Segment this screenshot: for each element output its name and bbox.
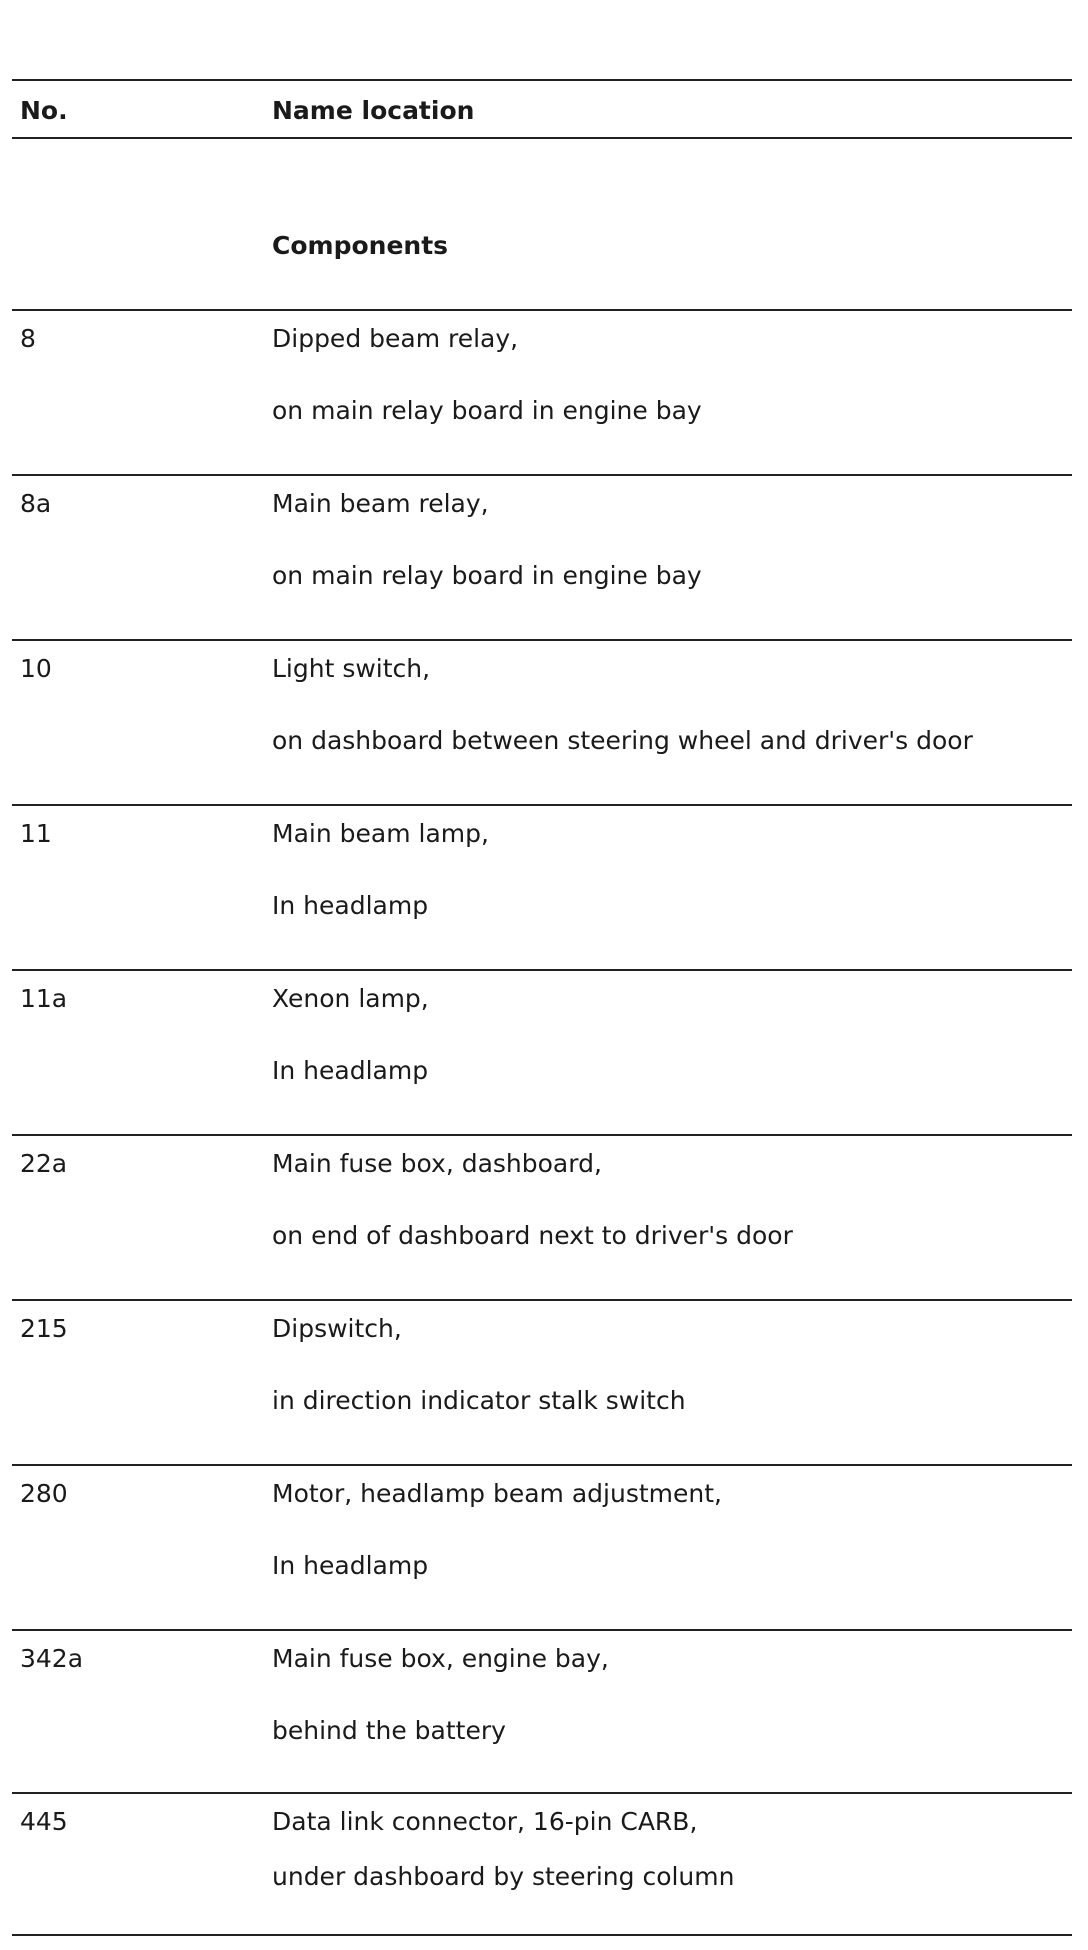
- row-number: 8a: [20, 489, 52, 518]
- row-divider: [12, 969, 1072, 971]
- row-location: behind the battery: [272, 1716, 506, 1745]
- row-location: In headlamp: [272, 1056, 429, 1085]
- row-divider: [12, 474, 1072, 476]
- header-bottom-rule: [12, 137, 1072, 139]
- section-title: Components: [272, 231, 449, 260]
- row-divider: [12, 639, 1072, 641]
- row-name: Light switch,: [272, 654, 431, 683]
- table-bottom-rule: [12, 1934, 1072, 1936]
- row-name: Main beam lamp,: [272, 819, 489, 848]
- row-location: in direction indicator stalk switch: [272, 1386, 686, 1415]
- row-location: on main relay board in engine bay: [272, 396, 702, 425]
- header-name-location: Name location: [272, 96, 475, 125]
- row-name: Dipswitch,: [272, 1314, 402, 1343]
- row-divider: [12, 1299, 1072, 1301]
- row-location: on end of dashboard next to driver's door: [272, 1221, 793, 1250]
- row-name: Main fuse box, dashboard,: [272, 1149, 602, 1178]
- row-name: Xenon lamp,: [272, 984, 429, 1013]
- row-location: In headlamp: [272, 1551, 429, 1580]
- row-name: Data link connector, 16-pin CARB,: [272, 1807, 698, 1836]
- row-name: Motor, headlamp beam adjustment,: [272, 1479, 722, 1508]
- row-name: Dipped beam relay,: [272, 324, 519, 353]
- row-divider: [12, 309, 1072, 311]
- row-number: 10: [20, 654, 52, 683]
- row-name: Main beam relay,: [272, 489, 489, 518]
- row-number: 342a: [20, 1644, 84, 1673]
- row-divider: [12, 804, 1072, 806]
- row-number: 445: [20, 1807, 68, 1836]
- row-name: Main fuse box, engine bay,: [272, 1644, 609, 1673]
- row-location: under dashboard by steering column: [272, 1862, 735, 1891]
- table-top-rule: [12, 79, 1072, 81]
- row-location: on main relay board in engine bay: [272, 561, 702, 590]
- row-divider: [12, 1629, 1072, 1631]
- row-number: 22a: [20, 1149, 68, 1178]
- row-location: on dashboard between steering wheel and driver's door: [272, 726, 973, 755]
- row-number: 11a: [20, 984, 68, 1013]
- row-number: 8: [20, 324, 36, 353]
- row-number: 280: [20, 1479, 68, 1508]
- header-no: No.: [20, 96, 68, 125]
- row-number: 215: [20, 1314, 68, 1343]
- row-divider: [12, 1792, 1072, 1794]
- row-location: In headlamp: [272, 891, 429, 920]
- row-divider: [12, 1464, 1072, 1466]
- row-divider: [12, 1134, 1072, 1136]
- row-number: 11: [20, 819, 52, 848]
